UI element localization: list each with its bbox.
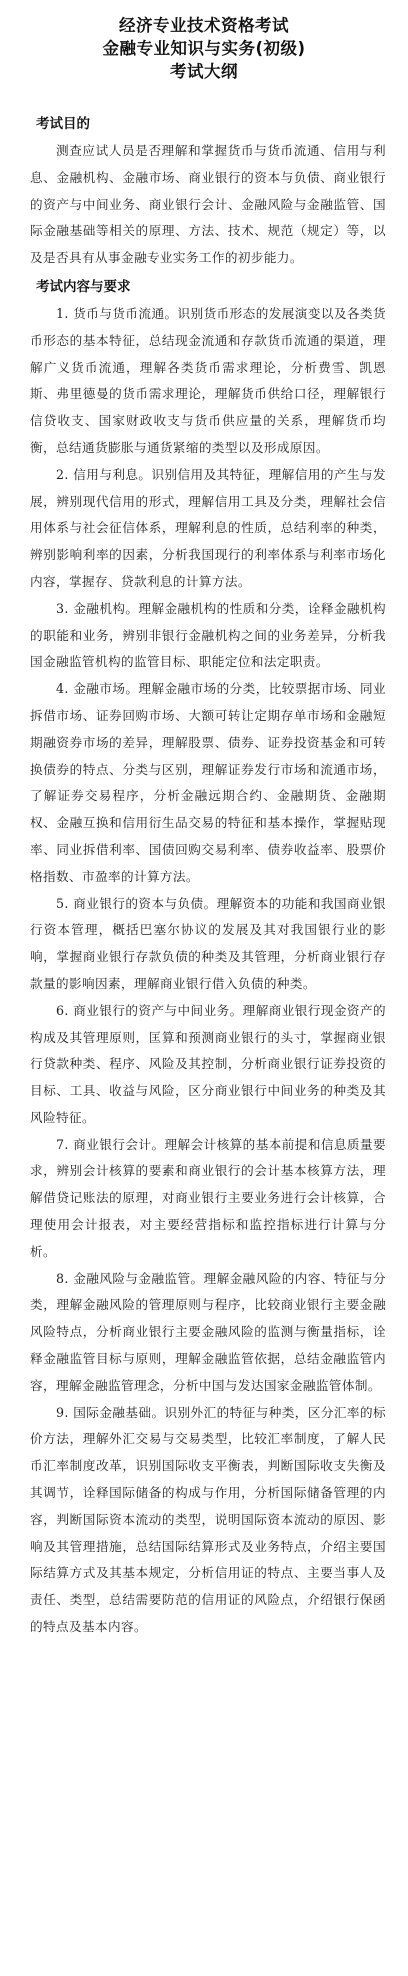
paragraph-bank-capital-liabilities: 5. 商业银行的资本与负债。理解资本的功能和我国商业银行资本管理，概括巴塞尔协议的发展及其对我国银行业的影响，掌握商业银行存款负债的种类及其管理，分析商业银行存款量的影响因素，理解商业银行借入负债的种类。 <box>30 895 386 991</box>
document-title <box>22 14 386 83</box>
paragraph-exam-purpose: 测查应试人员是否理解和掌握货币与货币流通、信用与利息、金融机构、金融市场、商业银行的资本与负债、商业银行的资产与中间业务、商业银行会计、金融风险与金融监管、国际金融基础等相关的原理、方法、技术、规范（规定）等，以及是否具有从事金融专业实务工作的初步能力。 <box>30 143 386 266</box>
paragraph-financial-markets: 4. 金融市场。理解金融市场的分类，比较票据市场、同业拆借市场、证券回购市场、大额可转让定期存单市场和金融短期融资券市场的差异，理解股票、债券、证券投资基金和可转换债券的特点、分类与区别，理解证券发行市场和流通市场，了解证券交易程序，分析金融远期合约、金融期货、金融期权、金融互换和信用衍生品交易的特征和基本操作，掌握贴现率、同业拆借利率、国债回购交易利率、债券收益率、股票价格指数、市盈率的计算方法。 <box>30 681 386 884</box>
outline-label-line: 考试大纲 <box>170 62 238 81</box>
paragraph-financial-risk-regulation: 8. 金融风险与金融监管。理解金融风险的内容、特征与分类，理解金融风险的管理原则与程序，比较商业银行主要金融风险特点，分析商业银行主要金融风险的监测与衡量指标，诠释金融监管目标与原则，理解金融监管依据，总结金融监管内容，理解金融监管理念，分析中国与发达国家金融监管体制。 <box>30 1270 386 1393</box>
paragraph-international-finance: 9. 国际金融基础。识别外汇的特征与种类，区分汇率的标价方法，理解外汇交易与交易类型，比较汇率制度，了解人民币汇率制度改革，识别国际收支平衡表，判断国际收支失衡及其调节，诠释国际储备的构成与作用，分析国际储备管理的内容，判断国际资本流动的类型，说明国际资本流动的原因、影响及其管理措施，总结国际结算形式及业务特点，介绍主要国际结算方式及其基本规定，分析信用证的特点、主要当事人及责任、类型，总结需要防范的信用证的风险点，介绍银行保函的特点及基本内容。 <box>30 1404 386 1635</box>
paragraph-currency-circulation: 1. 货币与货币流通。识别货币形态的发展演变以及各类货币形态的基本特征，总结现金流通和存款货币流通的渠道，理解广义货币流通，理解各类货币需求理论，分析费雪、凯恩斯、弗里德曼的货币需求理论，理解货币供给口径，理解银行信贷收支、国家财政收支与货币供应量的关系，理解货币均衡，总结通货膨胀与通货紧缩的类型以及形成原因。 <box>30 305 386 455</box>
paragraph-credit-interest: 2. 信用与利息。识别信用及其特征，理解信用的产生与发展，辨别现代信用的形式，理解信用工具及分类，理解社会信用体系与社会征信体系，理解利息的性质，总结利率的种类，辨别影响利率的因素，分析我国现行的利率体系与利率市场化内容，掌握存、贷款利息的计算方法。 <box>30 466 386 589</box>
section-heading-exam-purpose: 考试目的 <box>36 116 90 132</box>
section-heading-exam-content: 考试内容与要求 <box>36 278 131 295</box>
subtitle-line: 金融专业知识与实务(初级) <box>102 39 306 58</box>
paragraph-bank-assets-intermediary: 6. 商业银行的资产与中间业务。理解商业银行现金资产的构成及其管理原则，匡算和预测商业银行的头寸，掌握商业银行贷款种类、程序、风险及其控制，分析商业银行证券投资的目标、工具、收益与风险，区分商业银行中间业务的种类及其风险特征。 <box>30 1002 386 1125</box>
paragraph-financial-institutions: 3. 金融机构。理解金融机构的性质和分类，诠释金融机构的职能和业务，辨别非银行金融机构之间的业务差异，分析我国金融监管机构的监管目标、职能定位和法定职责。 <box>30 600 386 670</box>
paragraph-bank-accounting: 7. 商业银行会计。理解会计核算的基本前提和信息质量要求，辨别会计核算的要素和商业银行的会计基本核算方法，理解借贷记账法的原理，对商业银行主要业务进行会计核算，合理使用会计报表，对主要经营指标和监控指标进行计算与分析。 <box>30 1136 386 1259</box>
title-line: 经济专业技术资格考试 <box>119 16 289 35</box>
